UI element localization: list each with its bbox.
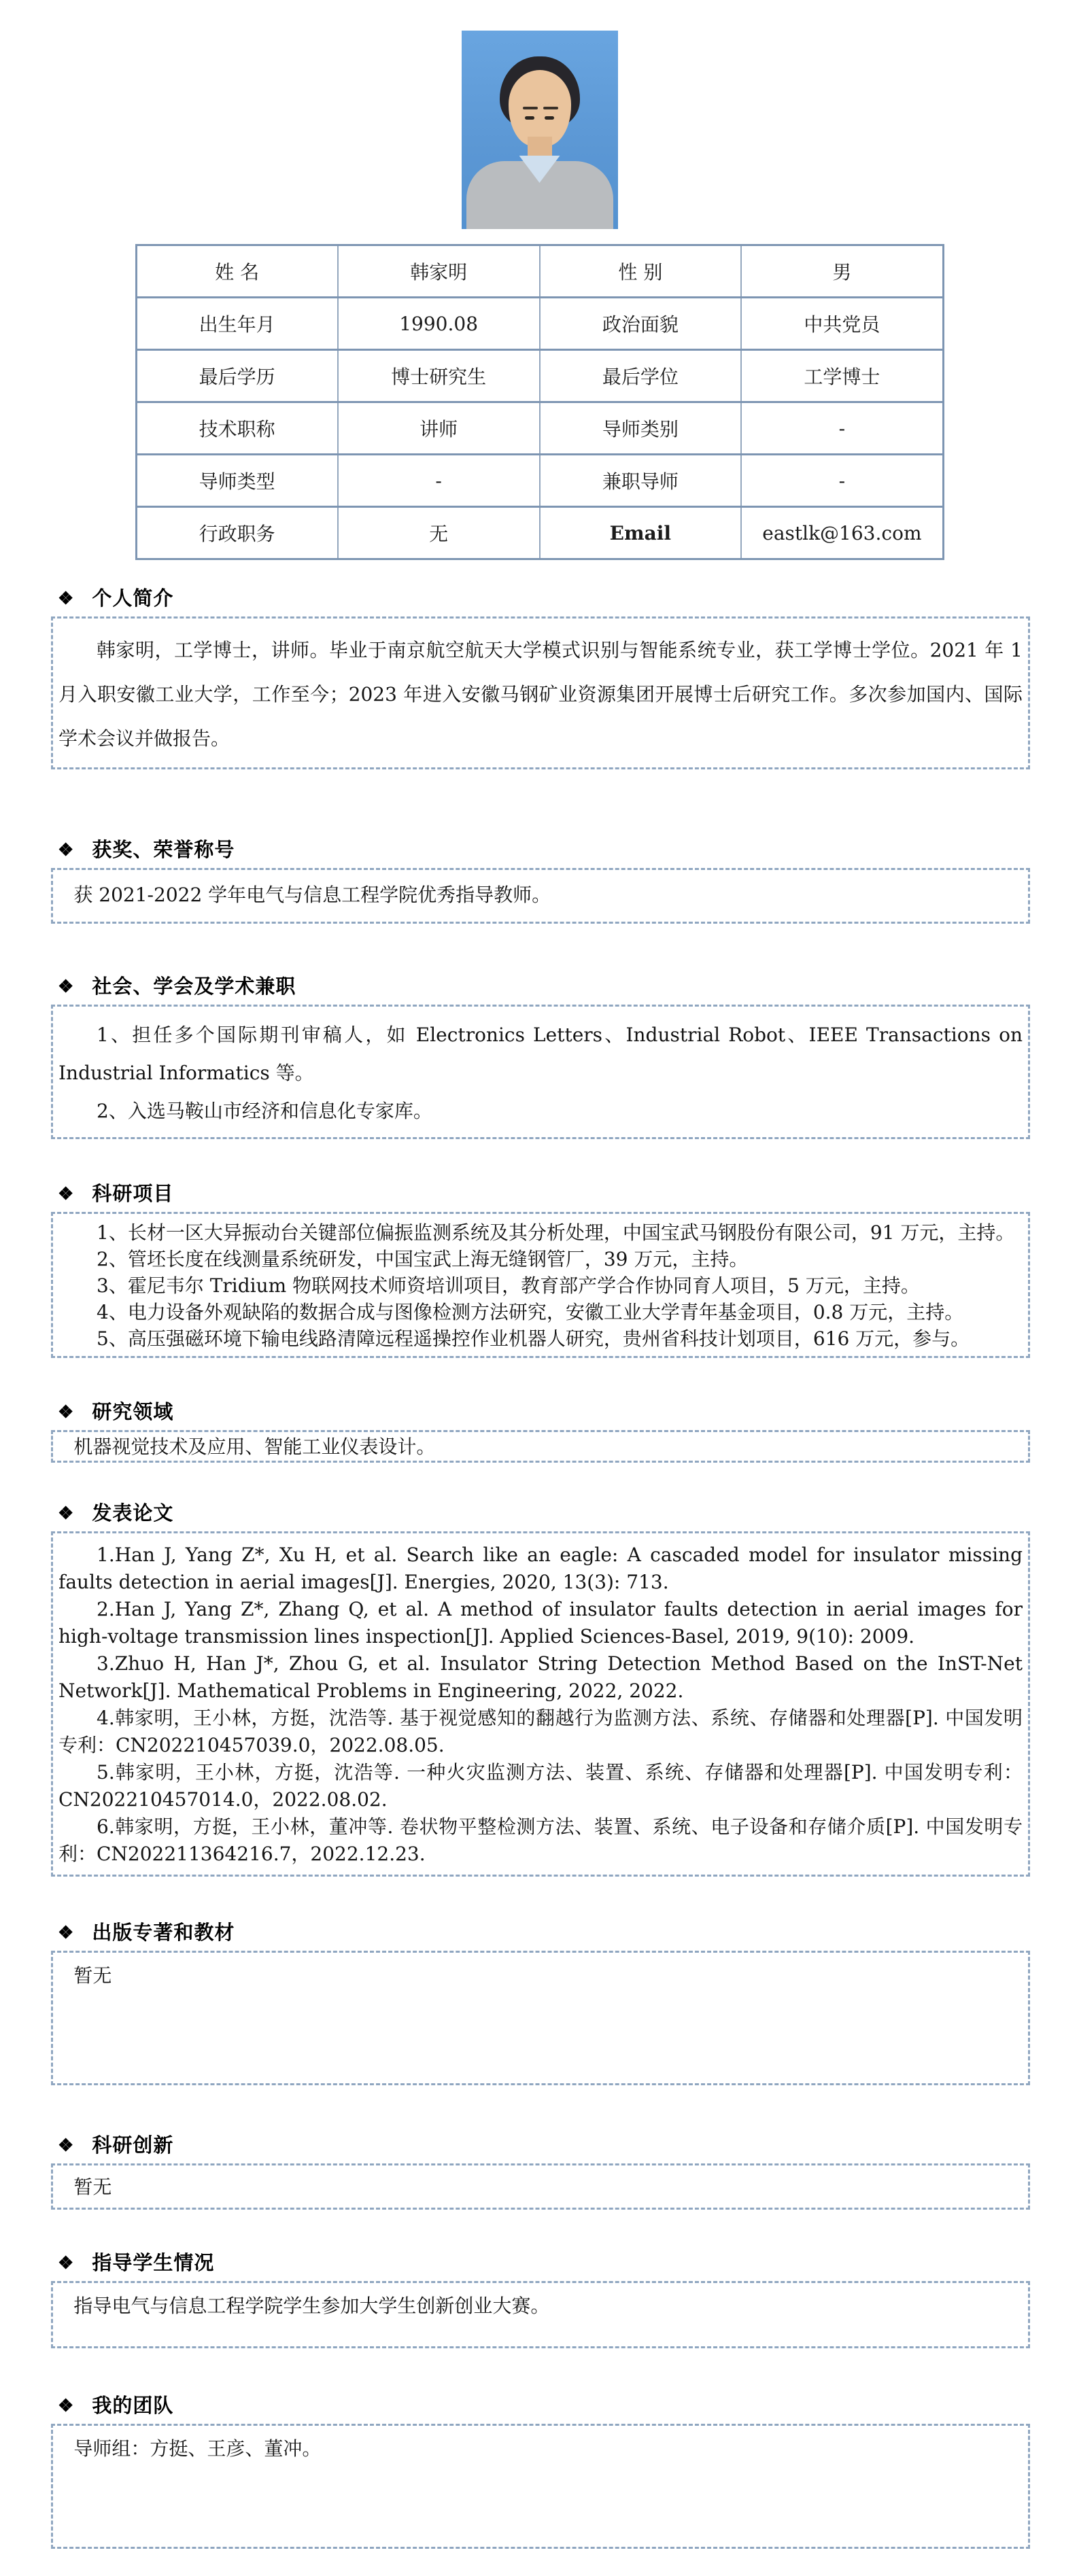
section-student-guidance (51, 2248, 1030, 2348)
list-item: 4、电力设备外观缺陷的数据合成与图像检测方法研究，安徽工业大学青年基金项目，0.8 万元，主持。 (97, 1301, 964, 1323)
cell-admin-post-value: 无 (338, 507, 540, 559)
diamond-bullet-icon: ❖ (58, 2136, 75, 2156)
diamond-bullet-icon: ❖ (58, 1402, 75, 1423)
section-title (58, 1179, 1030, 1206)
section-title (58, 583, 1030, 611)
basic-info-table (135, 244, 944, 560)
cell-name-label: 姓 名 (136, 245, 338, 298)
paragraph: 获 2021-2022 学年电气与信息工程学院优秀指导教师。 (73, 884, 551, 906)
diamond-bullet-icon: ❖ (58, 1923, 75, 1943)
section-publications (51, 1498, 1030, 1877)
photo-face-shape (509, 70, 571, 146)
cell-name-value: 韩家明 (338, 245, 540, 298)
section-content-box (51, 1005, 1030, 1139)
table-row (136, 298, 943, 350)
section-title (58, 1917, 1030, 1945)
section-awards (51, 835, 1030, 924)
section-title-text: 研究领域 (92, 1400, 174, 1423)
list-item: 2、管坯长度在线测量系统研发，中国宝武上海无缝钢管厂，39 万元，主持。 (97, 1248, 749, 1270)
section-content-box (51, 2281, 1030, 2348)
cell-gender-value: 男 (741, 245, 943, 298)
section-title-text: 科研项目 (92, 1182, 174, 1205)
table-row (136, 455, 943, 507)
publication-item: 5.韩家明，王小林，方挺，沈浩等. 一种火灾监测方法、装置、系统、存储器和处理器[P]. 中国发明专利：CN202210457014.0，2022.08.02. (58, 1761, 1023, 1811)
cell-advisor-type-value: - (338, 455, 540, 507)
list-item: 2、入选马鞍山市经济和信息化专家库。 (97, 1100, 432, 1122)
paragraph: 暂无 (73, 2176, 112, 2198)
photo-eye-shape (545, 116, 554, 120)
section-research-fields (51, 1397, 1030, 1463)
cell-title-label: 技术职称 (136, 402, 338, 455)
publication-item: 2.Han J, Yang Z*, Zhang Q, et al. A method of insulator faults detection in aerial images for high-voltage transmission lines inspection[J]. Applied Sciences-Basel, 2019, 9(10): 2009. (58, 1598, 1023, 1648)
cell-degree-label: 最后学位 (540, 350, 742, 402)
cell-email-value: eastlk@163.com (741, 507, 943, 559)
list-item: 5、高压强磁环境下输电线路清障远程遥操控作业机器人研究，贵州省科技计划项目，616 万元，参与。 (97, 1327, 970, 1350)
section-title (58, 835, 1030, 863)
list-item: 3、霍尼韦尔 Tridium 物联网技术师资培训项目，教育部产学合作协同育人项目，5 万元，主持。 (97, 1274, 920, 1297)
publication-item: 4.韩家明，王小林，方挺，沈浩等. 基于视觉感知的翻越行为监测方法、系统、存储器和处理器[P]. 中国发明专利：CN202210457039.0，2022.08.05. (58, 1707, 1023, 1756)
sections-container (51, 583, 1030, 2549)
section-content-box (51, 868, 1030, 924)
diamond-bullet-icon: ❖ (58, 589, 75, 609)
section-content-box (51, 2163, 1030, 2210)
table-row (136, 350, 943, 402)
cell-admin-post-label: 行政职务 (136, 507, 338, 559)
cell-gender-label: 性 别 (540, 245, 742, 298)
cell-birth-value: 1990.08 (338, 298, 540, 350)
diamond-bullet-icon: ❖ (58, 840, 75, 860)
section-books (51, 1917, 1030, 2085)
publication-item: 6.韩家明，方挺，王小林，董冲等. 卷状物平整检测方法、装置、系统、电子设备和存储介质[P]. 中国发明专利：CN202211364216.7，2022.12.23. (58, 1815, 1023, 1865)
section-content-box (51, 1531, 1030, 1877)
publication-item: 1.Han J, Yang Z*, Xu H, et al. Search like an eagle: A cascaded model for insulator missing faults detection in aerial images[J]. Energies, 2020, 13(3): 713. (58, 1544, 1023, 1593)
section-title (58, 1498, 1030, 1526)
table-row (136, 245, 943, 298)
photo-brow-shape (523, 107, 538, 109)
cell-adjunct-advisor-label: 兼职导师 (540, 455, 742, 507)
cell-adjunct-advisor-value: - (741, 455, 943, 507)
section-title (58, 971, 1030, 999)
section-content-box (51, 616, 1030, 769)
diamond-bullet-icon: ❖ (58, 1503, 75, 1524)
section-title-text: 发表论文 (92, 1501, 174, 1525)
paragraph: 机器视觉技术及应用、智能工业仪表设计。 (73, 1435, 436, 1458)
section-title-text: 获奖、荣誉称号 (92, 838, 235, 861)
section-content-box (51, 2424, 1030, 2549)
paragraph: 暂无 (73, 1964, 112, 1987)
paragraph: 指导电气与信息工程学院学生参加大学生创新创业大赛。 (73, 2295, 550, 2317)
diamond-bullet-icon: ❖ (58, 2396, 75, 2416)
cell-politics-label: 政治面貌 (540, 298, 742, 350)
paragraph: 韩家明，工学博士，讲师。毕业于南京航空航天大学模式识别与智能系统专业，获工学博士学位。2021 年 1 月入职安徽工业大学，工作至今；2023 年进入安徽马钢矿业资源集团开展博士后研究工作。多次参加国内、国际学术会议并做报告。 (58, 639, 1023, 750)
section-academic-posts (51, 971, 1030, 1139)
cell-advisor-category-value: - (741, 402, 943, 455)
cell-advisor-type-label: 导师类型 (136, 455, 338, 507)
section-title-text: 我的团队 (92, 2394, 174, 2417)
cell-politics-value: 中共党员 (741, 298, 943, 350)
section-content-box (51, 1430, 1030, 1463)
section-title-text: 个人简介 (92, 587, 174, 610)
table-row (136, 402, 943, 455)
section-research-projects (51, 1179, 1030, 1358)
photo-brow-shape (543, 107, 558, 109)
photo-eye-shape (525, 116, 534, 120)
cell-education-value: 博士研究生 (338, 350, 540, 402)
diamond-bullet-icon: ❖ (58, 977, 75, 997)
section-title-text: 科研创新 (92, 2134, 174, 2157)
section-content-box (51, 1951, 1030, 2085)
section-title (58, 1397, 1030, 1425)
section-title (58, 2248, 1030, 2276)
cell-education-label: 最后学历 (136, 350, 338, 402)
cell-title-value: 讲师 (338, 402, 540, 455)
section-personal-intro (51, 583, 1030, 769)
section-title (58, 2390, 1030, 2418)
list-item: 1、长材一区大异振动台关键部位偏振监测系统及其分析处理，中国宝武马钢股份有限公司，91 万元，主持。 (97, 1221, 1015, 1244)
faculty-profile-page (0, 31, 1079, 2576)
profile-photo (462, 31, 618, 229)
publication-item: 3.Zhuo H, Han J*, Zhou G, et al. Insulator String Detection Method Based on the InST-Net Network[J]. Mathematical Problems in Engineering, 2022, 2022. (58, 1652, 1023, 1702)
section-research-innovation (51, 2130, 1030, 2210)
section-title-text: 指导学生情况 (92, 2251, 215, 2274)
table-row (136, 507, 943, 559)
cell-advisor-category-label: 导师类别 (540, 402, 742, 455)
section-content-box (51, 1212, 1030, 1358)
cell-degree-value: 工学博士 (741, 350, 943, 402)
cell-email-label: Email (540, 507, 742, 559)
diamond-bullet-icon: ❖ (58, 1184, 75, 1204)
section-title (58, 2130, 1030, 2158)
section-my-team (51, 2390, 1030, 2549)
list-item: 1、担任多个国际期刊审稿人，如 Electronics Letters、Industrial Robot、IEEE Transactions on Industrial Informatics 等。 (58, 1024, 1023, 1084)
paragraph: 导师组：方挺、王彦、董冲。 (73, 2437, 322, 2460)
diamond-bullet-icon: ❖ (58, 2253, 75, 2274)
section-title-text: 出版专著和教材 (92, 1921, 235, 1944)
cell-birth-label: 出生年月 (136, 298, 338, 350)
section-title-text: 社会、学会及学术兼职 (92, 975, 296, 998)
